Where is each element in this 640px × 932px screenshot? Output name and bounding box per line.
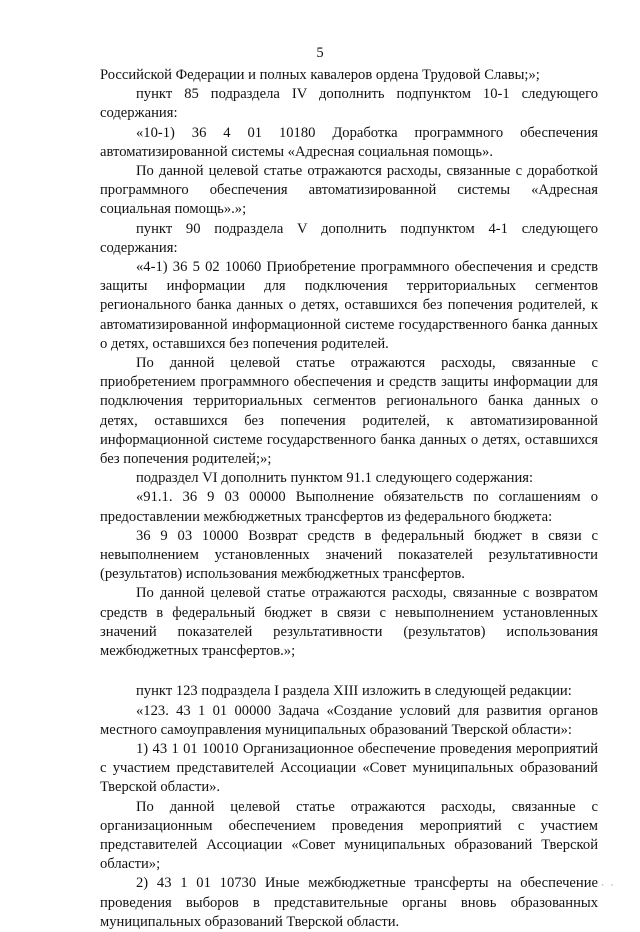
- paragraph: По данной целевой статье отражаются расходы, связанные с возвратом средств в федеральный бюджет в связи с невыполнением установленных значений показателей результативности (результатов) использования межбюджетных трансфертов.»;: [100, 585, 598, 660]
- paragraph: 2) 43 1 01 10730 Иные межбюджетные трансферты на обеспечение проведения выборов в представительные органы вновь образованных муниципальных образований Тверской области.: [100, 875, 598, 930]
- scan-speckle-mark: · · ·: [592, 880, 616, 890]
- paragraph: подраздел VI дополнить пунктом 91.1 следующего содержания:: [136, 470, 534, 487]
- paragraph: «123. 43 1 01 00000 Задача «Создание условий для развития органов местного самоуправления муниципальных образований Тверской области»:: [100, 702, 598, 738]
- paragraph-gap: [100, 661, 598, 682]
- paragraph: пункт 85 подраздела IV дополнить подпунктом 10-1 следующего содержания:: [100, 86, 598, 122]
- paragraph: По данной целевой статье отражаются расходы, связанные с организационным обеспечением проведения мероприятий с участием представителей Ассоциации «Совет муниципальных образований Тверской области»;: [100, 798, 598, 873]
- paragraph: «4-1) 36 5 02 10060 Приобретение программного обеспечения и средств защиты информации для подключения территориальных сегментов регионального банка данных о детях, оставшихся без попечения родителей, к автоматизированной информационной системе государственного банка данных о детях, оставшихся без попечения родителей.: [100, 259, 598, 352]
- paragraph: По данной целевой статье отражаются расходы, связанные с доработкой программного обеспечения автоматизированной системы «Адресная социальная помощь».»;: [100, 163, 598, 218]
- paragraph: «91.1. 36 9 03 00000 Выполнение обязательств по соглашениям о предоставлении межбюджетных трансфертов из федерального бюджета:: [100, 489, 598, 525]
- document-body: [100, 66, 598, 932]
- paragraph: «10-1) 36 4 01 10180 Доработка программного обеспечения автоматизированной системы «Адресная социальная помощь».: [100, 124, 598, 160]
- paragraph: 1) 43 1 01 10010 Организационное обеспечение проведения мероприятий с участием представителей Ассоциации «Совет муниципальных образований Тверской области».: [100, 740, 598, 796]
- paragraph: пункт 123 подраздела I раздела XIII изложить в следующей редакции:: [136, 683, 572, 700]
- paragraph: 36 9 03 10000 Возврат средств в федеральный бюджет в связи с невыполнением установленных значений показателей результативности (результатов) использования межбюджетных трансфертов.: [100, 527, 598, 583]
- paragraph: По данной целевой статье отражаются расходы, связанные с приобретением программного обеспечения и средств защиты информации для подключения территориальных сегментов регионального банка данных о детях, оставшихся без попечения родителей, к автоматизированной информационной системе государственного банка данных о детях, оставшихся без попечения родителей;»;: [100, 355, 598, 468]
- paragraph: Российской Федерации и полных кавалеров ордена Трудовой Славы;»;: [100, 67, 540, 83]
- page-number: 5: [316, 45, 324, 61]
- paragraph: пункт 90 подраздела V дополнить подпунктом 4-1 следующего содержания:: [100, 220, 598, 256]
